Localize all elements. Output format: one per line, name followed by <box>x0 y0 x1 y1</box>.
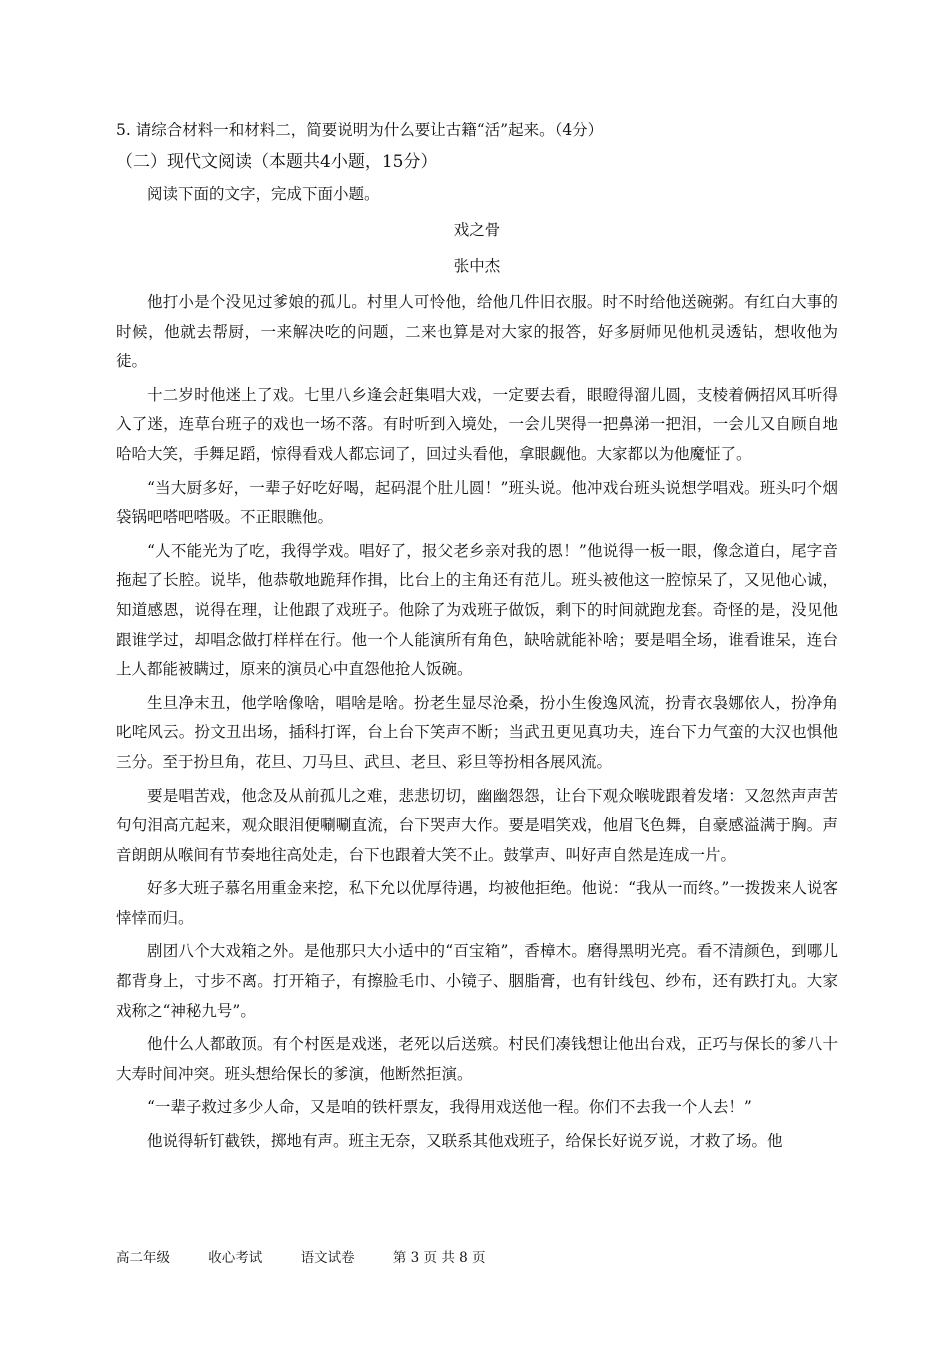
section-heading: （二）现代文阅读（本题共4小题，15分） <box>116 152 438 172</box>
footer-exam: 收心考试 <box>208 1250 263 1266</box>
article-title: 戏之骨 <box>453 221 501 239</box>
article-paragraph: 十二岁时他迷上了戏。七里八乡逢会赶集唱大戏，一定要去看，眼瞪得溜儿圆，支棱着俩招风耳听得入了迷，连草台班子的戏也一场不落。有时听到入境处，一会儿哭得一把鼻涕一把泪，一会儿又自顾自地哈哈大笑，手舞足蹈，惊得看戏人都忘词了，回过头看他，拿眼觑他。大家都以为他魔怔了。 <box>116 385 838 463</box>
reading-instruction: 阅读下面的文字，完成下面小题。 <box>147 185 380 203</box>
footer-subject: 语文试卷 <box>300 1250 355 1266</box>
article-paragraph: 要是唱苦戏，他念及从前孤儿之难，悲悲切切，幽幽怨怨，让台下观众喉咙跟着发堵：又忽然声声苦句句泪高亢起来，观众眼泪便唰唰直流，台下哭声大作。要是唱笑戏，他眉飞色舞，自豪感溢满于胸。声音朗朗从喉间有节奏地往高处走，台下也跟着大笑不止。鼓掌声、叫好声自然是连成一片。 <box>116 786 838 864</box>
article-paragraph: 他说得斩钉截铁，掷地有声。班主无奈，又联系其他戏班子，给保长好说歹说，才救了场。他 <box>147 1132 783 1151</box>
article-paragraph: 他打小是个没见过爹娘的孤儿。村里人可怜他，给他几件旧衣服。时不时给他送碗粥。有红白大事的时候，他就去帮厨，一来解决吃的问题，二来也算是对大家的报答，好多厨师见他机灵透钻，想收他为徒。 <box>116 293 838 371</box>
footer-page-number: 第 3 页 共 8 页 <box>392 1250 486 1266</box>
article-paragraph: 剧团八个大戏箱之外。是他那只大小适中的“百宝箱”，香樟木。磨得黑明光亮。看不清颜色，到哪儿都背身上，寸步不离。打开箱子，有擦脸毛巾、小镜子、胭脂膏，也有针线包、纱布，还有跌打丸。大家戏称之“神秘九号”。 <box>116 942 838 1020</box>
question-5: 5. 请综合材料一和材料二，简要说明为什么要让古籍“活”起来。（4分） <box>116 121 604 139</box>
article-paragraph: 好多大班子慕名用重金来挖，私下允以优厚待遇，均被他拒绝。他说：“我从一而终。”一拨拨来人说客悻悻而归。 <box>116 879 838 927</box>
article-paragraph: “当大厨多好，一辈子好吃好喝，起码混个肚儿圆！”班头说。他冲戏台班头说想学唱戏。班头叼个烟袋锅吧嗒吧嗒吸。不正眼瞧他。 <box>116 478 838 527</box>
article-paragraph: 他什么人都敢顶。有个村医是戏迷，老死以后送殡。村民们凑钱想让他出台戏，正巧与保长的爹八十大寿时间冲突。班头想给保长的爹演，他断然拒演。 <box>116 1035 838 1083</box>
article-body <box>116 288 838 1157</box>
article-author: 张中杰 <box>453 257 501 275</box>
page-content <box>116 116 838 1161</box>
article-paragraph: 生旦净末丑，他学啥像啥，唱啥是啥。扮老生显尽沧桑，扮小生俊逸风流，扮青衣袅娜依人，扮净角叱咤风云。扮文丑出场，插科打诨，台上台下笑声不断；当武丑更见真功夫，连台下力气蛮的大汉也惧他三分。至于扮旦角，花旦、刀马旦、武旦、老旦、彩旦等扮相各展风流。 <box>116 693 838 771</box>
page-footer <box>116 1248 520 1268</box>
article-paragraph: “人不能光为了吃，我得学戏。唱好了，报父老乡亲对我的恩！”他说得一板一眼，像念道白，尾字音拖起了长腔。说毕，他恭敬地跪拜作揖，比台上的主角还有范儿。班头被他这一腔惊呆了，又见他心诚，知道感恩，说得在理，让他跟了戏班子。他除了为戏班子做饭，剩下的时间就跑龙套。奇怪的是，没见他跟谁学过，却唱念做打样样在行。他一个人能演所有角色，缺啥就能补啥；要是唱全场，谁看谁呆，连台上人都能被瞒过，原来的演员心中直怨他抢人饭碗。 <box>116 541 838 679</box>
footer-grade: 高二年级 <box>116 1250 170 1266</box>
article-paragraph: “一辈子救过多少人命，又是咱的铁杆票友，我得用戏送他一程。你们不去我一个人去！” <box>147 1098 752 1117</box>
